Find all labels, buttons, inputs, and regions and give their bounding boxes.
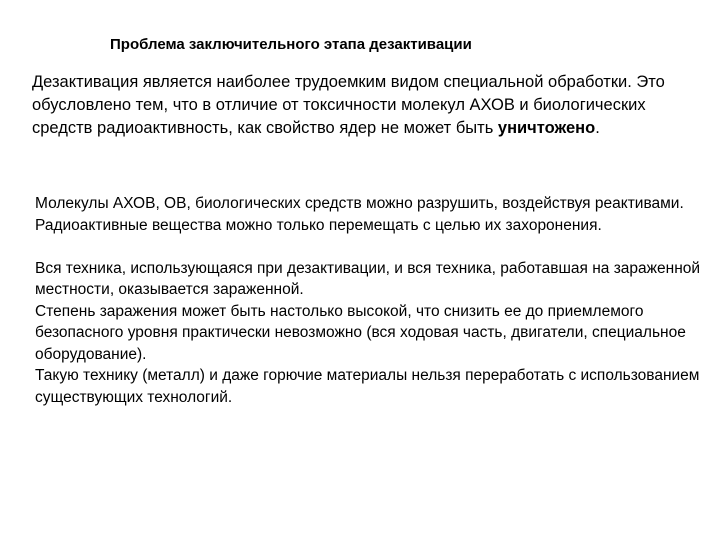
slide-title: Проблема заключительного этапа дезактивации: [110, 36, 472, 53]
paragraph-molecules: Молекулы АХОВ, ОВ, биологических средств можно разрушить, воздействуя реактивами.: [35, 195, 684, 212]
paragraph-contamination-degree: Степень заражения может быть настолько высокой, что снизить ее до приемлемого безопасного уровня практически невозможно (вся ходовая часть, двигатели, специальное оборудование).: [35, 302, 686, 363]
paragraph-processing: Такую технику (металл) и даже горючие материалы нельзя переработать с использованием существующих технологий.: [35, 367, 700, 406]
paragraph-equipment: Вся техника, использующаяся при дезактивации, и вся техника, работавшая на зараженной местности, оказывается зараженной.: [35, 259, 701, 298]
body-text-block: [35, 193, 705, 408]
paragraph-radioactive: Радиоактивные вещества можно только перемещать с целью их захоронения.: [35, 216, 602, 234]
intro-end: .: [595, 119, 600, 137]
intro-paragraph: [32, 71, 702, 140]
intro-text: Дезактивация является наиболее трудоемким видом специальной обработки. Это обусловлено тем, что в отличие от токсичности молекул АХОВ и биологических средств радиоактивность, как свойство ядер не может быть: [32, 73, 665, 137]
intro-emphasis: уничтожено: [497, 119, 596, 137]
paragraph-spacer: [35, 236, 705, 258]
